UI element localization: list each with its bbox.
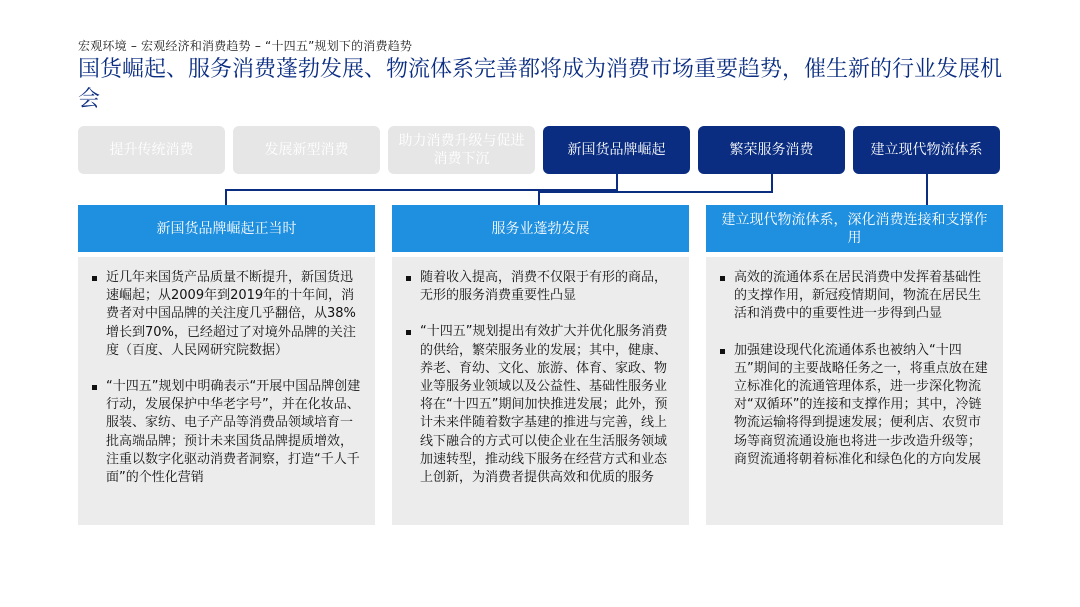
tab-upgrade-traditional-consumption[interactable]: 提升传统消费 — [78, 126, 225, 174]
bullet-item: 高效的流通体系在居民消费中发挥着基础性的支撑作用，新冠疫情期间，物流在居民生活和消费中的重要性进一步得到凸显 — [720, 269, 989, 324]
tab-logistics-system[interactable]: 建立现代物流体系 — [853, 126, 1000, 174]
column-header-logistics: 建立现代物流体系，深化消费连接和支撑作用 — [706, 205, 1003, 252]
bullet-item: 近几年来国货产品质量不断提升，新国货迅速崛起；从2009年到2019年的十年间，消费者对中国品牌的关注度几乎翻倍，从38%增长到70%，已经超过了对境外品牌的关注度（百度、人民网研究院数据） — [92, 269, 361, 360]
bullet-item: “十四五”规划提出有效扩大并优化服务消费的供给，繁荣服务业的发展；其中，健康、养老、育幼、文化、旅游、体育、家政、物业等服务业领域以及公益性、基础性服务业将在“十四五”期间加快推进发展；此外，预计未来伴随着数字基建的推进与完善，线上线下融合的方式可以使企业在生活服务领域加速转型，推动线下服务在经营方式和业态上创新，为消费者提供高效和优质的服务 — [406, 323, 675, 487]
connector-line — [225, 189, 227, 205]
connector-line — [771, 174, 773, 192]
connector-line — [538, 191, 773, 193]
bullet-item: 随着收入提高，消费不仅限于有形的商品，无形的服务消费重要性凸显 — [406, 269, 675, 305]
bullet-item: 加强建设现代化流通体系也被纳入“十四五”期间的主要战略任务之一，将重点放在建立标准化的流通管理体系，进一步深化物流对“双循环”的连接和支撑作用；其中，冷链物流运输将得到提速发展；便利店、农贸市场等商贸流通设施也将进一步改造升级等；商贸流通将朝着标准化和绿色化的方向发展 — [720, 342, 989, 469]
connector-line — [926, 174, 928, 205]
page-title: 国货崛起、服务消费蓬勃发展、物流体系完善都将成为消费市场重要趋势，催生新的行业发展机会 — [78, 57, 1003, 112]
tab-develop-new-consumption[interactable]: 发展新型消费 — [233, 126, 380, 174]
tab-service-consumption[interactable]: 繁荣服务消费 — [698, 126, 845, 174]
column-header-service-industry: 服务业蓬勃发展 — [392, 205, 689, 252]
bullet-item: “十四五”规划中明确表示“开展中国品牌创建行动，发展保护中华老字号”，并在化妆品、服装、家纺、电子产品等消费品领域培育一批高端品牌；预计未来国货品牌提质增效，注重以数字化驱动消费者洞察，打造“千人千面”的个性化营销 — [92, 378, 361, 487]
column-body-logistics — [706, 257, 1003, 525]
connector-line — [616, 174, 618, 190]
column-body-domestic-brands — [78, 257, 375, 525]
column-header-domestic-brands: 新国货品牌崛起正当时 — [78, 205, 375, 252]
tab-domestic-brands[interactable]: 新国货品牌崛起 — [543, 126, 690, 174]
column-body-service-industry — [392, 257, 689, 525]
breadcrumb: 宏观环境 – 宏观经济和消费趋势 – “十四五”规划下的消费趋势 — [78, 39, 413, 53]
tab-consumption-upgrade[interactable]: 助力消费升级与促进消费下沉 — [388, 126, 535, 174]
connector-line — [538, 191, 540, 205]
